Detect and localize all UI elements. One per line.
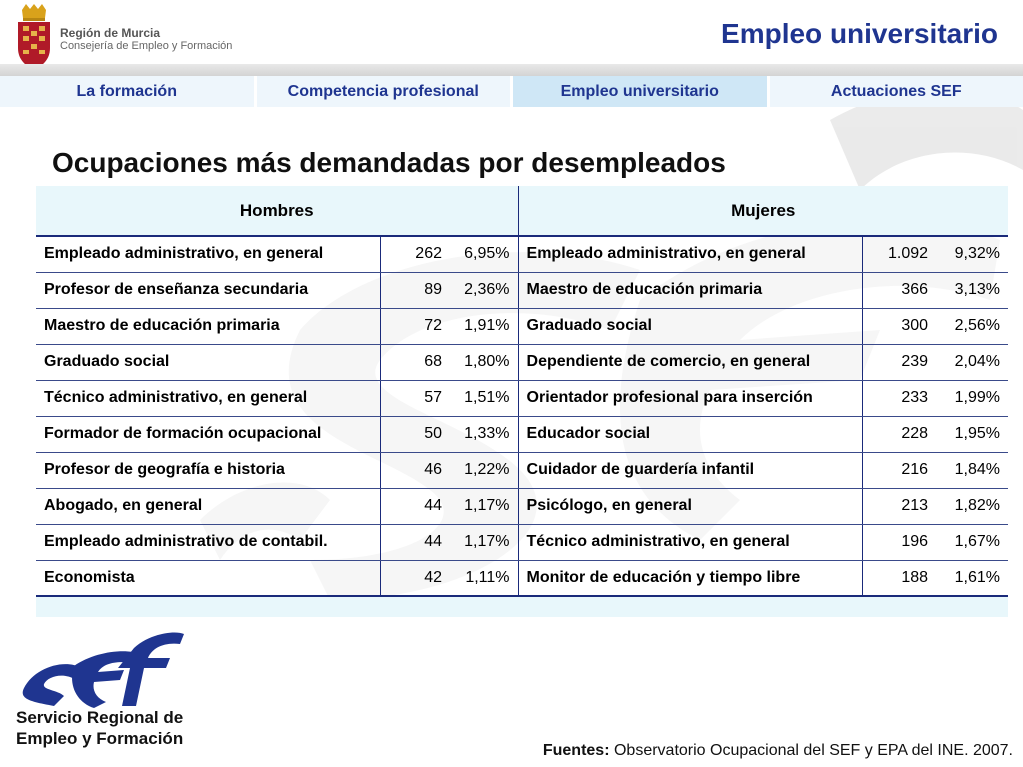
table-row [36,236,1008,272]
men-percent: 6,95% [442,236,518,272]
women-occupation: Cuidador de guardería infantil [518,452,862,488]
page-header [0,0,1023,76]
men-occupation: Profesor de geografía e historia [36,452,380,488]
women-percent: 2,56% [928,308,1008,344]
sources-label: Fuentes: [542,742,610,759]
women-occupation: Psicólogo, en general [518,488,862,524]
men-count: 44 [380,524,442,560]
men-percent: 1,33% [442,416,518,452]
sef-name-line2: Empleo y Formación [16,729,184,748]
women-count: 216 [862,452,928,488]
tab-la-formacion[interactable]: La formación [0,76,257,107]
sef-name-line1: Servicio Regional de [16,708,184,727]
section-heading: Ocupaciones más demandadas por desempleados [52,147,726,178]
table-row [36,308,1008,344]
men-occupation: Empleado administrativo, en general [36,236,380,272]
sources-text: Observatorio Ocupacional del SEF y EPA del INE. 2007. [609,742,1013,759]
table-body [36,236,1008,596]
men-occupation: Abogado, en general [36,488,380,524]
men-count: 50 [380,416,442,452]
men-count: 72 [380,308,442,344]
men-count: 89 [380,272,442,308]
women-count: 213 [862,488,928,524]
women-occupation: Orientador profesional para inserción [518,380,862,416]
men-percent: 1,17% [442,488,518,524]
men-count: 68 [380,344,442,380]
men-count: 57 [380,380,442,416]
men-occupation: Maestro de educación primaria [36,308,380,344]
women-percent: 1,82% [928,488,1008,524]
table-footer-band [36,597,1008,617]
men-percent: 1,22% [442,452,518,488]
men-percent: 2,36% [442,272,518,308]
table-row [36,524,1008,560]
men-percent: 1,51% [442,380,518,416]
women-count: 366 [862,272,928,308]
nav-tabs [0,76,1023,107]
men-occupation: Graduado social [36,344,380,380]
men-percent: 1,17% [442,524,518,560]
table-row [36,272,1008,308]
men-occupation: Economista [36,560,380,596]
header-men: Hombres [36,186,518,236]
tab-competencia-profesional[interactable]: Competencia profesional [257,76,514,107]
women-occupation: Monitor de educación y tiempo libre [518,560,862,596]
women-count: 300 [862,308,928,344]
page-title: Empleo universitario [721,18,998,49]
women-count: 233 [862,380,928,416]
org-name: Región de Murcia [60,26,161,40]
women-occupation: Educador social [518,416,862,452]
table-row [36,452,1008,488]
org-department: Consejería de Empleo y Formación [60,40,233,52]
women-count: 239 [862,344,928,380]
table-row [36,416,1008,452]
women-percent: 1,84% [928,452,1008,488]
women-occupation: Graduado social [518,308,862,344]
men-count: 262 [380,236,442,272]
women-count: 196 [862,524,928,560]
women-percent: 9,32% [928,236,1008,272]
occupations-table [36,186,1008,617]
table-row [36,344,1008,380]
women-occupation: Técnico administrativo, en general [518,524,862,560]
women-occupation: Maestro de educación primaria [518,272,862,308]
men-count: 44 [380,488,442,524]
men-occupation: Profesor de enseñanza secundaria [36,272,380,308]
men-occupation: Técnico administrativo, en general [36,380,380,416]
table-row [36,380,1008,416]
women-percent: 1,95% [928,416,1008,452]
women-percent: 3,13% [928,272,1008,308]
sef-logo-icon [14,628,184,708]
tab-actuaciones-sef[interactable]: Actuaciones SEF [770,76,1023,107]
women-percent: 1,67% [928,524,1008,560]
women-count: 1.092 [862,236,928,272]
women-occupation: Dependiente de comercio, en general [518,344,862,380]
header-women: Mujeres [518,186,1008,236]
table-header-row [36,186,1008,236]
men-occupation: Empleado administrativo de contabil. [36,524,380,560]
men-percent: 1,11% [442,560,518,596]
women-percent: 1,61% [928,560,1008,596]
men-count: 46 [380,452,442,488]
sources-note [543,742,1013,760]
women-count: 188 [862,560,928,596]
women-percent: 1,99% [928,380,1008,416]
table-row [36,488,1008,524]
murcia-crest-icon [14,4,54,72]
header-divider [0,64,1023,76]
men-percent: 1,91% [442,308,518,344]
men-percent: 1,80% [442,344,518,380]
tab-empleo-universitario[interactable]: Empleo universitario [513,76,770,107]
table-row [36,560,1008,596]
women-occupation: Empleado administrativo, en general [518,236,862,272]
women-count: 228 [862,416,928,452]
men-count: 42 [380,560,442,596]
men-occupation: Formador de formación ocupacional [36,416,380,452]
women-percent: 2,04% [928,344,1008,380]
